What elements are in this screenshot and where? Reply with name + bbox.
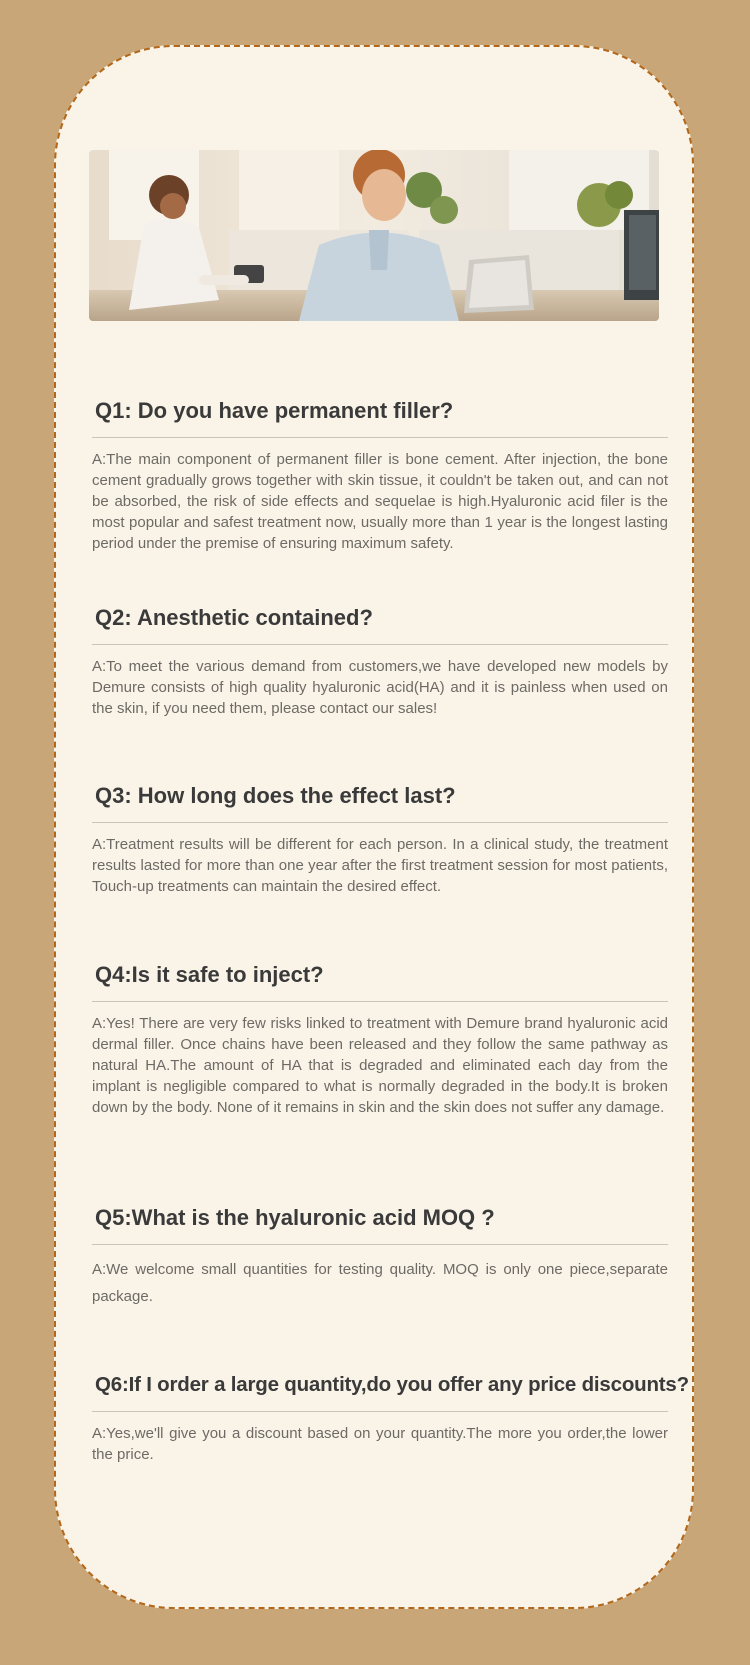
faq-item-q2 <box>92 604 668 719</box>
faq-question: Q5:What is the hyaluronic acid MOQ ? <box>95 1205 495 1230</box>
faq-divider <box>92 1001 668 1002</box>
faq-answer: A:The main component of permanent filler is bone cement. After injection, the bone cement gradually grows together with skin tissue, it couldn't be taken out, and can not be absorbed, the risk of side effects and sequelae is high.Hyaluronic acid filer is the most popular and safest treatment now, usually more than 1 year is the longest lasting period under the premise of ensuring maximum safety. <box>92 451 668 552</box>
faq-card <box>54 45 694 1609</box>
faq-answer: A:Treatment results will be different for each person. In a clinical study, the treatment results lasted for more than one year after the first treatment session for most patients, Touch-up treatments can maintain the desired effect. <box>92 836 668 895</box>
faq-divider <box>92 437 668 438</box>
faq-answer: A:To meet the various demand from customers,we have developed new models by Demure consists of high quality hyaluronic acid(HA) and it is painless when used on the skin, if you need them, please contact our sales! <box>92 658 668 717</box>
faq-item-q3 <box>92 782 668 897</box>
faq-item-q4 <box>92 961 668 1118</box>
faq-answer: A:Yes,we'll give you a discount based on your quantity.The more you order,the lower the price. <box>92 1425 668 1463</box>
faq-item-q6 <box>92 1371 689 1465</box>
faq-divider <box>92 822 668 823</box>
faq-question: Q1: Do you have permanent filler? <box>95 398 454 423</box>
faq-question: Q4:Is it safe to inject? <box>95 962 324 987</box>
faq-divider <box>92 644 668 645</box>
faq-divider <box>92 1244 668 1245</box>
faq-question: Q2: Anesthetic contained? <box>95 605 373 630</box>
office-workers-photo <box>89 150 659 321</box>
faq-item-q1 <box>92 397 668 554</box>
faq-question: Q3: How long does the effect last? <box>95 783 456 808</box>
faq-divider <box>92 1411 668 1412</box>
faq-answer: A:We welcome small quantities for testing quality. MOQ is only one piece,separate package. <box>92 1261 668 1305</box>
faq-question: Q6:If I order a large quantity,do you offer any price discounts? <box>95 1373 689 1396</box>
faq-item-q5 <box>92 1204 668 1310</box>
faq-answer: A:Yes! There are very few risks linked to treatment with Demure brand hyaluronic acid dermal filler. Once chains have been released and they follow the same pathway as natural HA.The amount of HA that is degraded and eliminated each day from the implant is negligible compared to what is normally degraded in the body.It is broken down by the body. None of it remains in skin and the skin does not suffer any damage. <box>92 1015 668 1116</box>
